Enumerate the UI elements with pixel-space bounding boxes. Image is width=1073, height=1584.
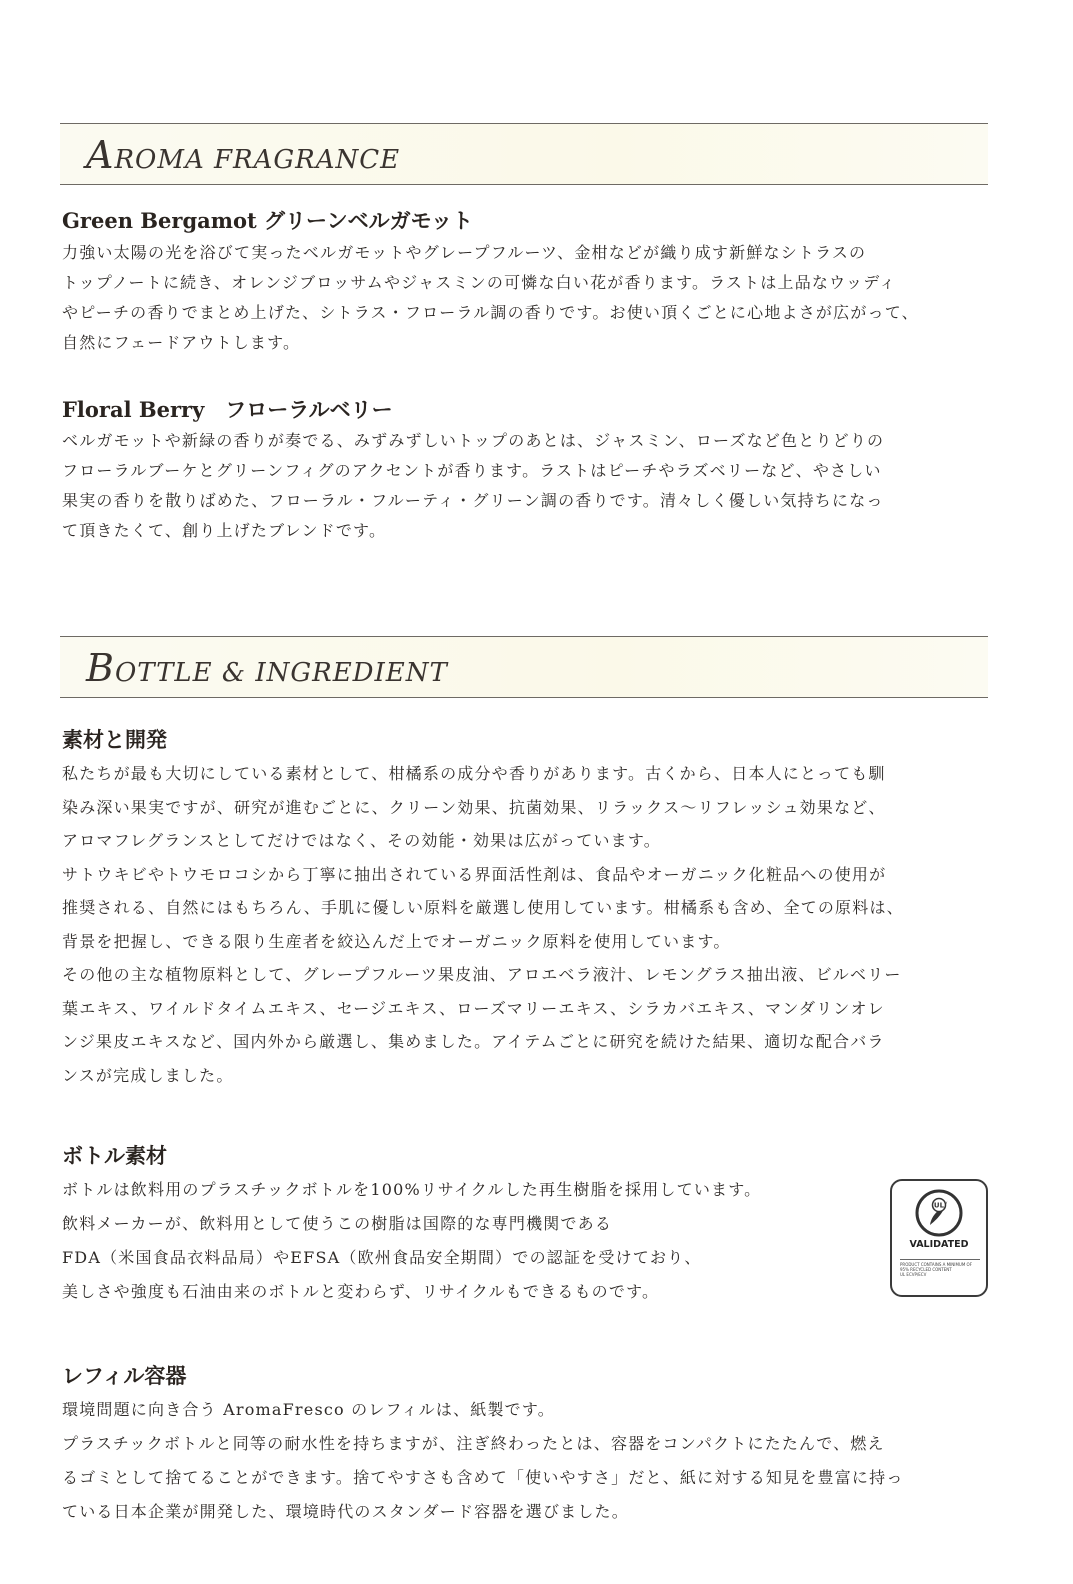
text-line: 環境問題に向き合う AromaFresco のレフィルは、紙製です。 — [62, 1400, 555, 1419]
ul-validated-badge — [890, 1179, 988, 1297]
badge-code: UL ECVP/ECV — [900, 1272, 927, 1277]
text-line: 美しさや強度も石油由来のボトルと変わらず、リサイクルもできるものです。 — [62, 1282, 660, 1301]
text-line: やピーチの香りでまとめ上げた、シトラス・フローラル調の香りです。お使い頂くごとに心地よさが広がって、 — [62, 303, 919, 322]
text-line: アロマフレグランスとしてだけではなく、その効能・効果は広がっています。 — [62, 831, 661, 850]
green-bergamot-heading: Green Bergamot グリーンベルガモット — [62, 208, 473, 233]
text-line: 力強い太陽の光を浴びて実ったベルガモットやグレープフルーツ、金柑などが織り成す新鮮なシトラスの — [62, 243, 867, 262]
bottle-material-description — [62, 1173, 882, 1309]
ul-mark: UL — [933, 1201, 945, 1210]
text-line: 染み深い果実ですが、研究が進むごとに、クリーン効果、抗菌効果、リラックス～リフレッシュ効果など、 — [62, 797, 886, 817]
text-line: るゴミとして捨てることができます。捨てやすさも含めて「使いやすさ」だと、紙に対する知見を豊富に持っ — [62, 1468, 904, 1487]
refill-description — [62, 1393, 992, 1529]
bottle-material-heading: ボトル素材 — [62, 1143, 167, 1168]
text-line: 私たちが最も大切にしている素材として、柑橘系の成分や香りがあります。古くから、日本人にとっても馴 — [62, 764, 886, 783]
text-line: その他の主な植物原料として、グレープフルーツ果皮油、アロエベラ液汁、レモングラス抽出液、ビルベリー — [62, 965, 902, 984]
materials-description — [62, 757, 992, 1092]
badge-label: VALIDATED — [909, 1239, 969, 1250]
text-line: プラスチックボトルと同等の耐水性を持ちますが、注ぎ終わったとは、容器をコンパクトにたたんで、燃え — [62, 1434, 885, 1453]
badge-fine-print — [900, 1259, 980, 1277]
text-line: FDA（米国食品衣料品局）やEFSA（欧州食品安全期間）での認証を受けており、 — [62, 1248, 702, 1267]
refill-heading: レフィル容器 — [62, 1363, 187, 1388]
section-title-bottle-ingredient — [86, 646, 448, 690]
title-initial: B — [86, 646, 115, 690]
floral-berry-description — [62, 426, 992, 546]
text-line: ボトルは飲料用のプラスチックボトルを100%リサイクルした再生樹脂を採用しています。 — [62, 1180, 762, 1199]
title-rest: OTTLE & INGREDIENT — [114, 658, 448, 688]
materials-heading: 素材と開発 — [62, 727, 167, 752]
text-line: 自然にフェードアウトします。 — [62, 333, 301, 352]
text-line: 葉エキス、ワイルドタイムエキス、セージエキス、ローズマリーエキス、シラカバエキス、マンダリンオレ — [62, 998, 885, 1018]
ul-validated-icon — [892, 1185, 986, 1245]
text-line: ンスが完成しました。 — [62, 1065, 234, 1085]
green-bergamot-description — [62, 238, 992, 358]
text-line: ベルガモットや新緑の香りが奏でる、みずみずしいトップのあとは、ジャスミン、ローズなど色とりどりの — [62, 431, 885, 450]
text-line: サトウキビやトウモロコシから丁寧に抽出されている界面活性剤は、食品やオーガニック化粧品への使用が — [62, 864, 887, 884]
text-line: 推奨される、自然にはもちろん、手肌に優しい原料を厳選し使用しています。柑橘系も含め、全ての原料は、 — [62, 898, 904, 917]
text-line: 果実の香りを散りばめた、フローラル・フルーティ・グリーン調の香りです。清々しく優しい気持ちになっ — [62, 491, 884, 510]
title-rest: ROMA FRAGRANCE — [114, 145, 401, 175]
text-line: て頂きたくて、創り上げたブレンドです。 — [62, 521, 387, 540]
text-line: 飲料メーカーが、飲料用として使うこの樹脂は国際的な専門機関である — [62, 1214, 613, 1233]
section-title-aroma-fragrance — [86, 133, 400, 177]
text-line: 背景を把握し、できる限り生産者を絞込んだ上でオーガニック原料を使用しています。 — [62, 931, 731, 951]
floral-berry-heading: Floral Berry フローラルベリー — [62, 397, 393, 422]
text-line: フローラルブーケとグリーンフィグのアクセントが香ります。ラストはピーチやラズベリーなど、やさしい — [62, 461, 882, 480]
title-initial: A — [86, 133, 115, 177]
text-line: トップノートに続き、オレンジブロッサムやジャスミンの可憐な白い花が香ります。ラストは上品なウッディ — [62, 273, 897, 292]
badge-fine-print-text: PRODUCT CONTAINS A MINIMUM OF 95% RECYCLED CONTENT — [900, 1262, 973, 1272]
text-line: ている日本企業が開発した、環境時代のスタンダード容器を選びました。 — [62, 1502, 629, 1521]
text-line: ンジ果皮エキスなど、国内外から厳選し、集めました。アイテムごとに研究を続けた結果、適切な配合バラ — [62, 1032, 885, 1051]
